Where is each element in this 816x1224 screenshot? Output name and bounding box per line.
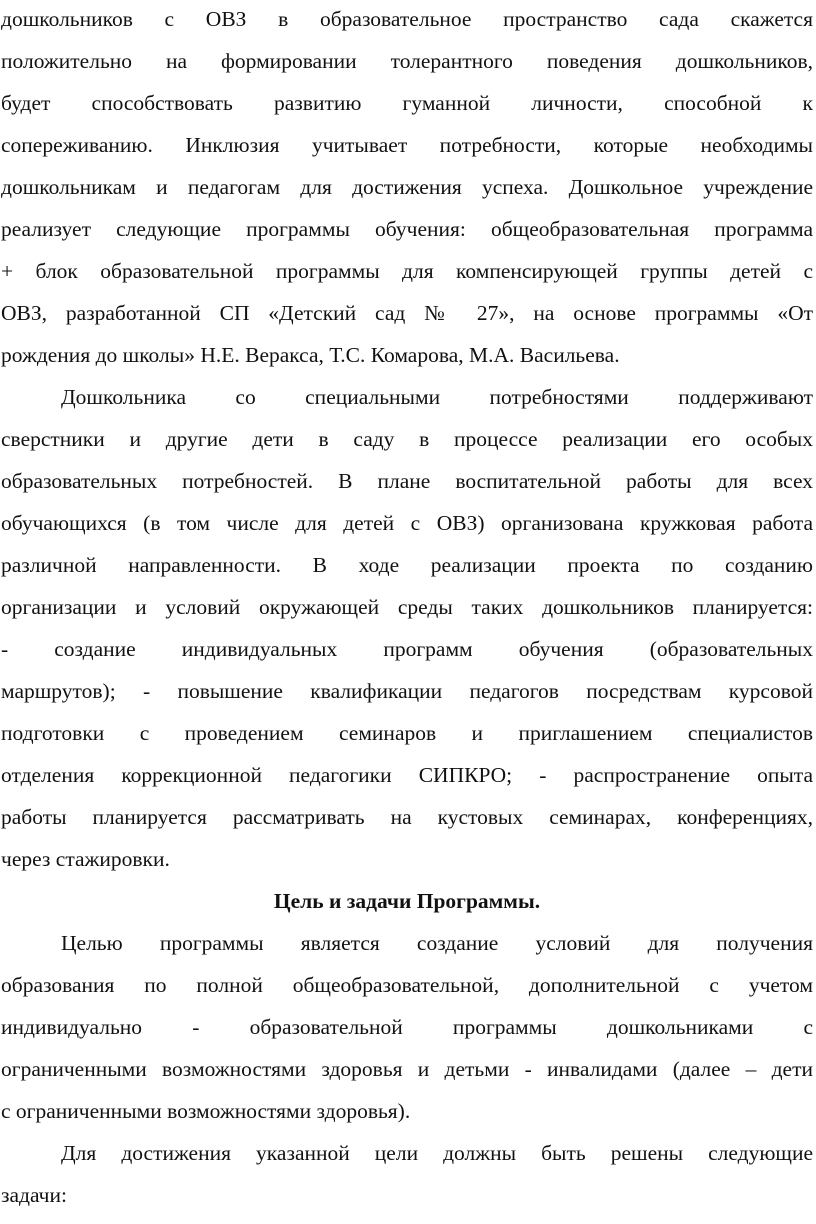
- text-line: рождения до школы» Н.Е. Веракса, Т.С. Комарова, М.А. Васильева.: [1, 343, 620, 367]
- section-heading: Цель и задачи Программы.: [273, 889, 541, 913]
- text-line: положительно на формировании толерантного поведения дошкольников,: [1, 49, 813, 73]
- text-line: отделения коррекционной педагогики СИПКРО; - распространение опыта: [1, 763, 813, 787]
- text-line: + блок образовательной программы для компенсирующей группы детей с: [1, 259, 813, 283]
- text-line: маршрутов); - повышение квалификации педагогов посредствам курсовой: [1, 679, 813, 703]
- text-line: сопереживанию. Инклюзия учитывает потребности, которые необходимы: [1, 133, 813, 157]
- text-line: образовательных потребностей. В плане воспитательной работы для всех: [1, 469, 813, 493]
- text-line: подготовки с проведением семинаров и приглашением специалистов: [1, 721, 813, 745]
- text-line: через стажировки.: [1, 847, 170, 871]
- text-line: образования по полной общеобразовательной, дополнительной с учетом: [1, 973, 813, 997]
- text-line: Для достижения указанной цели должны быть решены следующие: [61, 1141, 813, 1165]
- text-line: ОВЗ, разработанной СП «Детский сад № 27», на основе программы «От: [1, 301, 813, 325]
- text-line: Целью программы является создание условий для получения: [61, 931, 813, 955]
- text-line: с ограниченными возможностями здоровья).: [1, 1099, 411, 1123]
- text-line: задачи:: [1, 1183, 67, 1207]
- text-line: будет способствовать развитию гуманной личности, способной к: [1, 91, 813, 115]
- text-line: - создание индивидуальных программ обучения (образовательных: [1, 637, 813, 661]
- text-line: различной направленности. В ходе реализации проекта по созданию: [1, 553, 813, 577]
- text-line: индивидуально - образовательной программы дошкольниками с: [1, 1015, 813, 1039]
- text-line: ограниченными возможностями здоровья и детьми - инвалидами (далее – дети: [1, 1057, 813, 1081]
- text-line: организации и условий окружающей среды таких дошкольников планируется:: [1, 595, 813, 619]
- text-line: Дошкольника со специальными потребностями поддерживают: [61, 385, 813, 409]
- text-line: дошкольников с ОВЗ в образовательное пространство сада скажется: [1, 7, 813, 31]
- text-line: работы планируется рассматривать на кустовых семинарах, конференциях,: [1, 805, 813, 829]
- text-line: дошкольникам и педагогам для достижения успеха. Дошкольное учреждение: [1, 175, 813, 199]
- text-line: сверстники и другие дети в саду в процессе реализации его особых: [1, 427, 813, 451]
- text-line: реализует следующие программы обучения: общеобразовательная программа: [1, 217, 813, 241]
- text-line: обучающихся (в том числе для детей с ОВЗ) организована кружковая работа: [1, 511, 813, 535]
